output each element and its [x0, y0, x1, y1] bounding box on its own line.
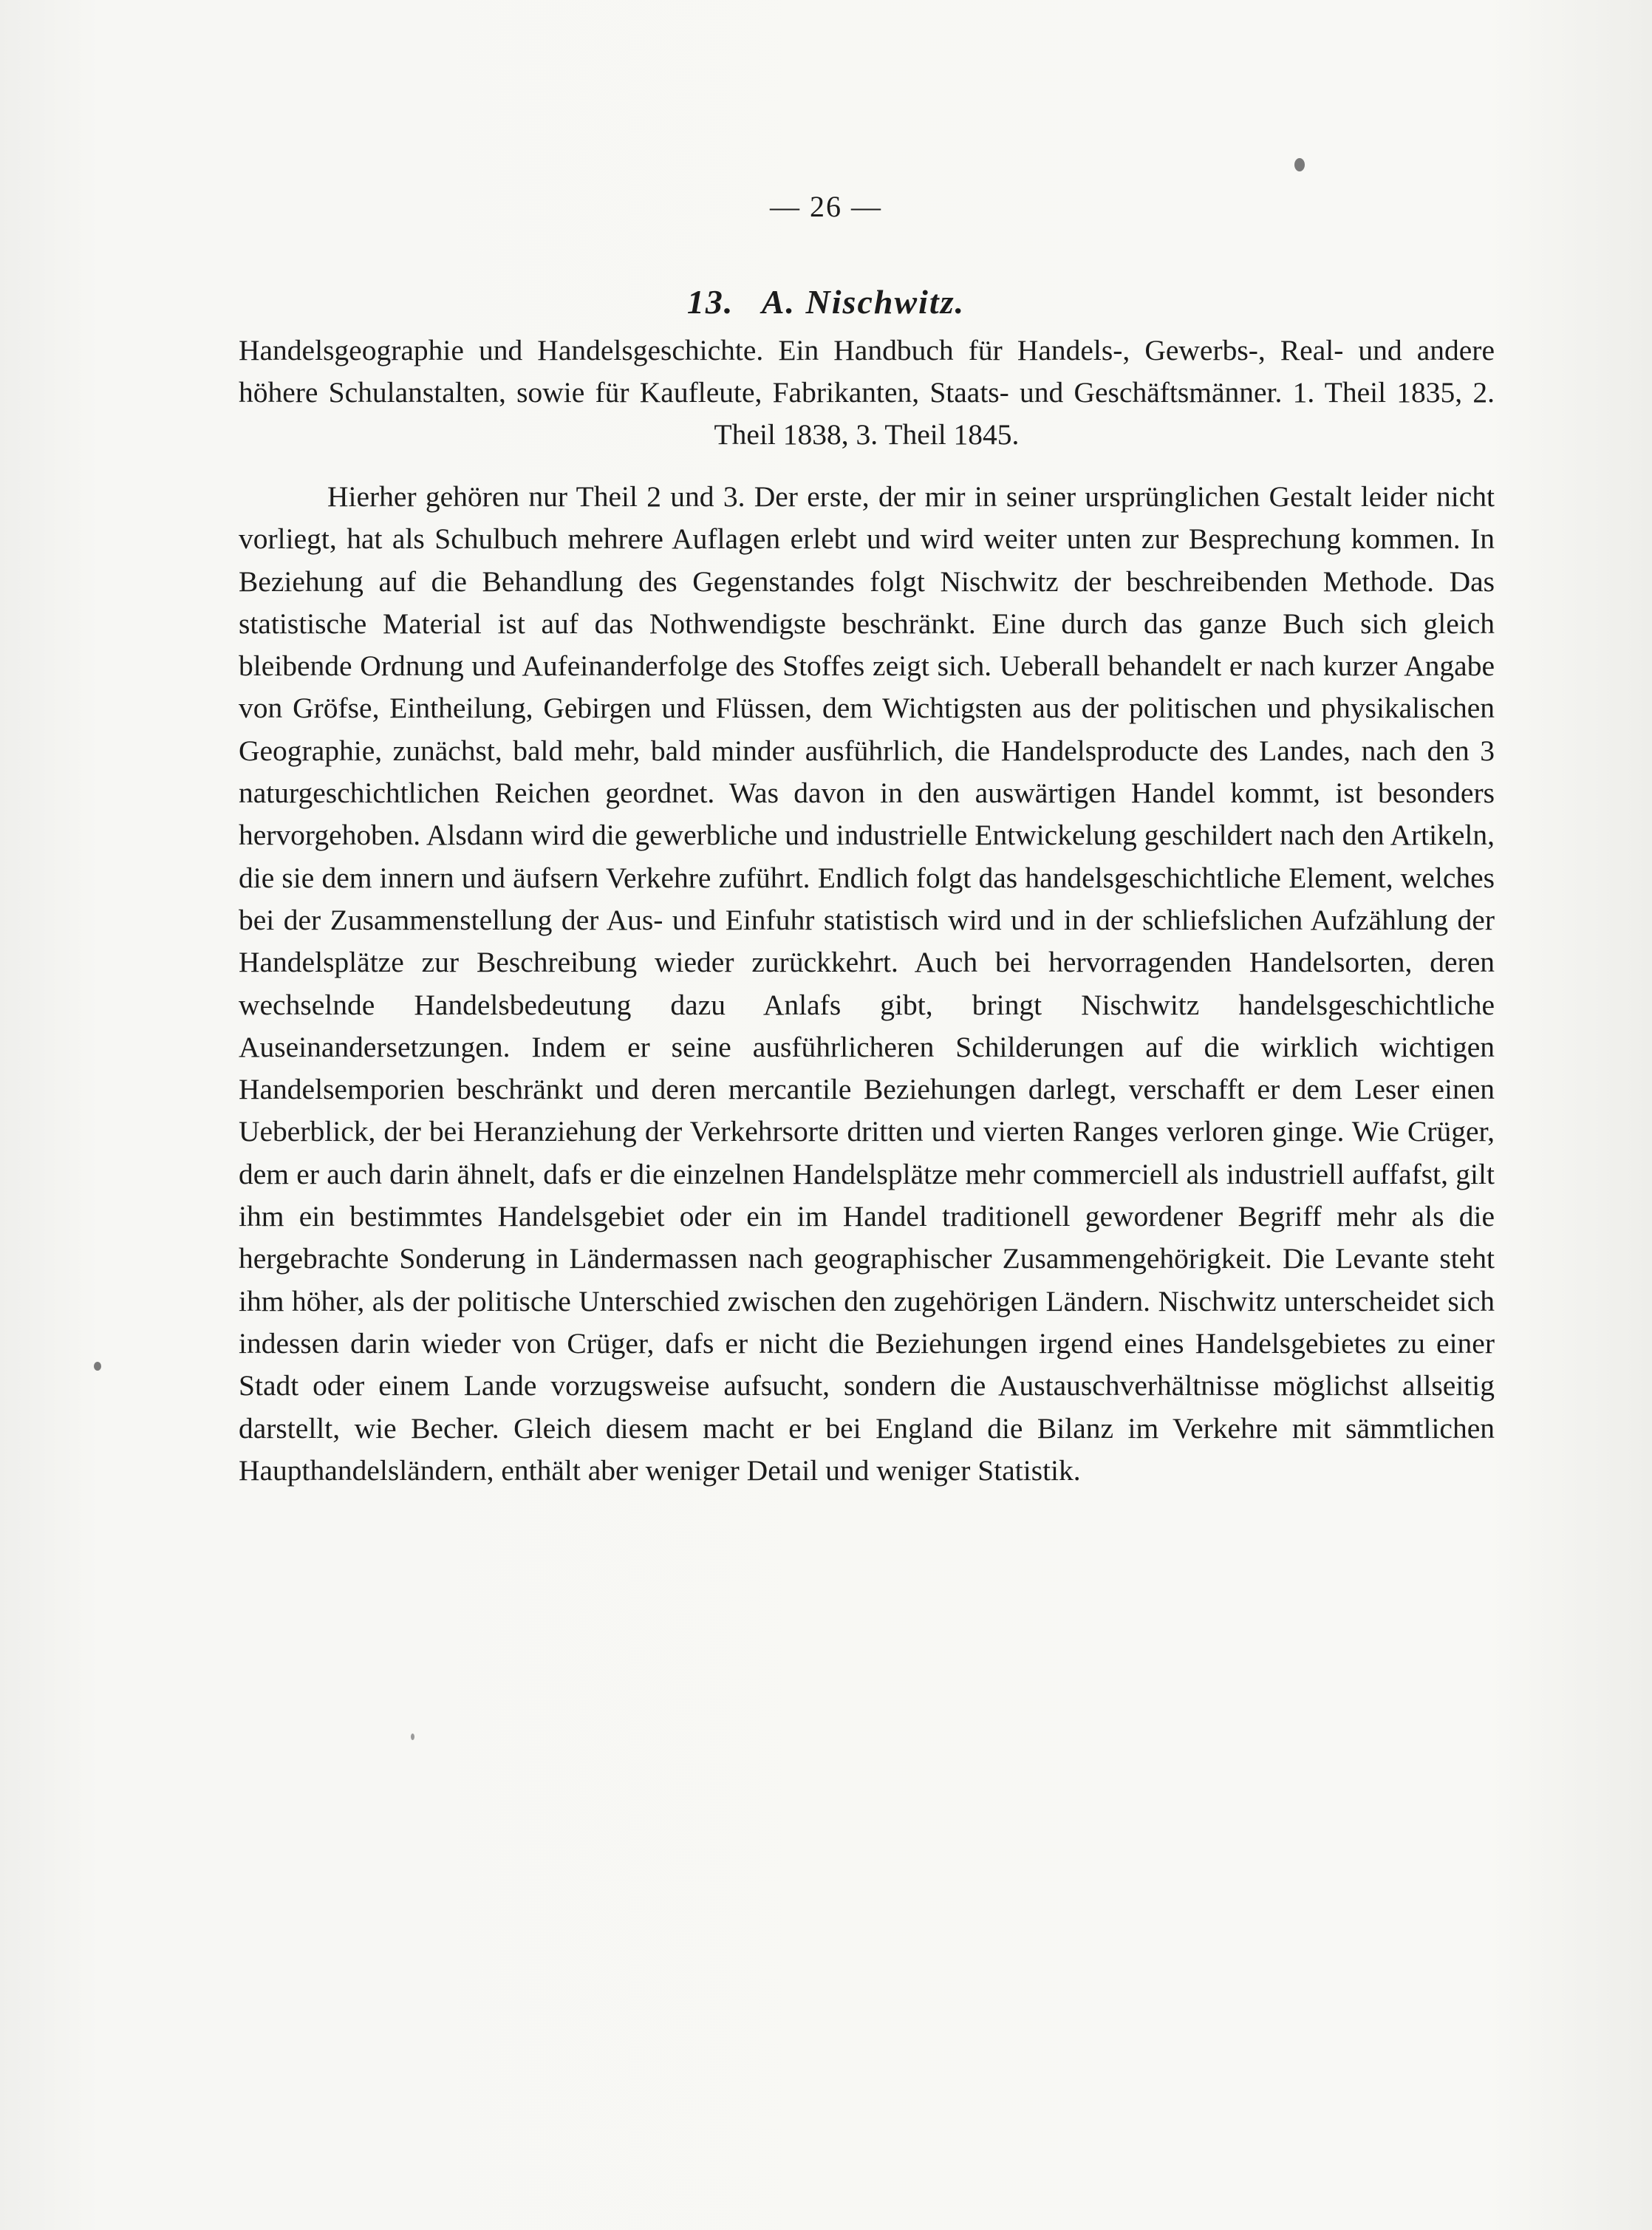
ink-speck	[94, 1362, 101, 1371]
entry-heading	[0, 282, 1652, 321]
book-title: Handelsgeographie und Handelsgeschichte. Ein Handbuch für Handels-, Gewerbs-, Real- und andere höhere Schulanstalten, sowie für Kaufleute, Fabrikanten, Staats- und Geschäftsmänner. 1. Theil 1835, 2. Theil 1838, 3. Theil 1845.	[239, 334, 1495, 451]
author-name: A. Nischwitz.	[761, 283, 966, 321]
entry-number: 13.	[686, 283, 734, 321]
body-paragraph: Hierher gehören nur Theil 2 und 3. Der erste, der mir in seiner ursprünglichen Gestalt leider nicht vorliegt, hat als Schulbuch mehrere Auflagen erlebt und wird weiter unten zur Besprechung kommen. In Beziehung auf die Behandlung des Gegenstandes folgt Nischwitz der beschreibenden Methode. Das statistische Material ist auf das Nothwendigste beschränkt. Eine durch das ganze Buch sich gleich bleibende Ordnung und Aufeinanderfolge des Stoffes zeigt sich. Ueberall behandelt er nach kurzer Angabe von Gröfse, Eintheilung, Gebirgen und Flüssen, dem Wichtigsten aus der politischen und physikalischen Geographie, zunächst, bald mehr, bald minder ausführlich, die Handelsproducte des Landes, nach den 3 naturgeschichtlichen Reichen geordnet. Was davon in den auswärtigen Handel kommt, ist besonders hervorgehoben. Alsdann wird die gewerbliche und industrielle Entwickelung geschildert nach den Artikeln, die sie dem innern und äufsern Verkehre zuführt. Endlich folgt das handelsgeschichtliche Element, welches bei der Zusammenstellung der Aus- und Einfuhr statistisch wird und in der schliefslichen Aufzählung der Handelsplätze zur Beschreibung wieder zurückkehrt. Auch bei hervorragenden Handelsorten, deren wechselnde Handelsbedeutung dazu Anlafs gibt, bringt Nischwitz handelsgeschichtliche Auseinandersetzungen. Indem er seine ausführlicheren Schilderungen auf die wirklich wichtigen Handelsemporien beschränkt und deren mercantile Beziehungen darlegt, verschafft er dem Leser einen Ueberblick, der bei Heranziehung der Verkehrsorte dritten und vierten Ranges verloren ginge. Wie Crüger, dem er auch darin ähnelt, dafs er die einzelnen Handelsplätze mehr commerciell als industriell auffafst, gilt ihm ein bestimmtes Handelsgebiet oder ein im Handel traditionell gewordener Begriff mehr als die hergebrachte Sonderung in Ländermassen nach geographischer Zusammengehörigkeit. Die Levante steht ihm höher, als der politische Unterschied zwischen den zugehörigen Ländern. Nischwitz unterscheidet sich indessen darin wieder von Crüger, dafs er nicht die Beziehungen irgend eines Handelsgebietes zu einer Stadt oder einem Lande vorzugsweise aufsucht, sondern die Austauschverhältnisse möglichst allseitig darstellt, wie Becher. Gleich diesem macht er bei England die Bilanz im Verkehre mit sämmtlichen Haupthandelsländern, enthält aber weniger Detail und weniger Statistik.	[239, 480, 1495, 1487]
ink-speck	[1294, 158, 1305, 171]
page-number: — 26 —	[770, 190, 882, 223]
ink-speck	[411, 1733, 414, 1740]
